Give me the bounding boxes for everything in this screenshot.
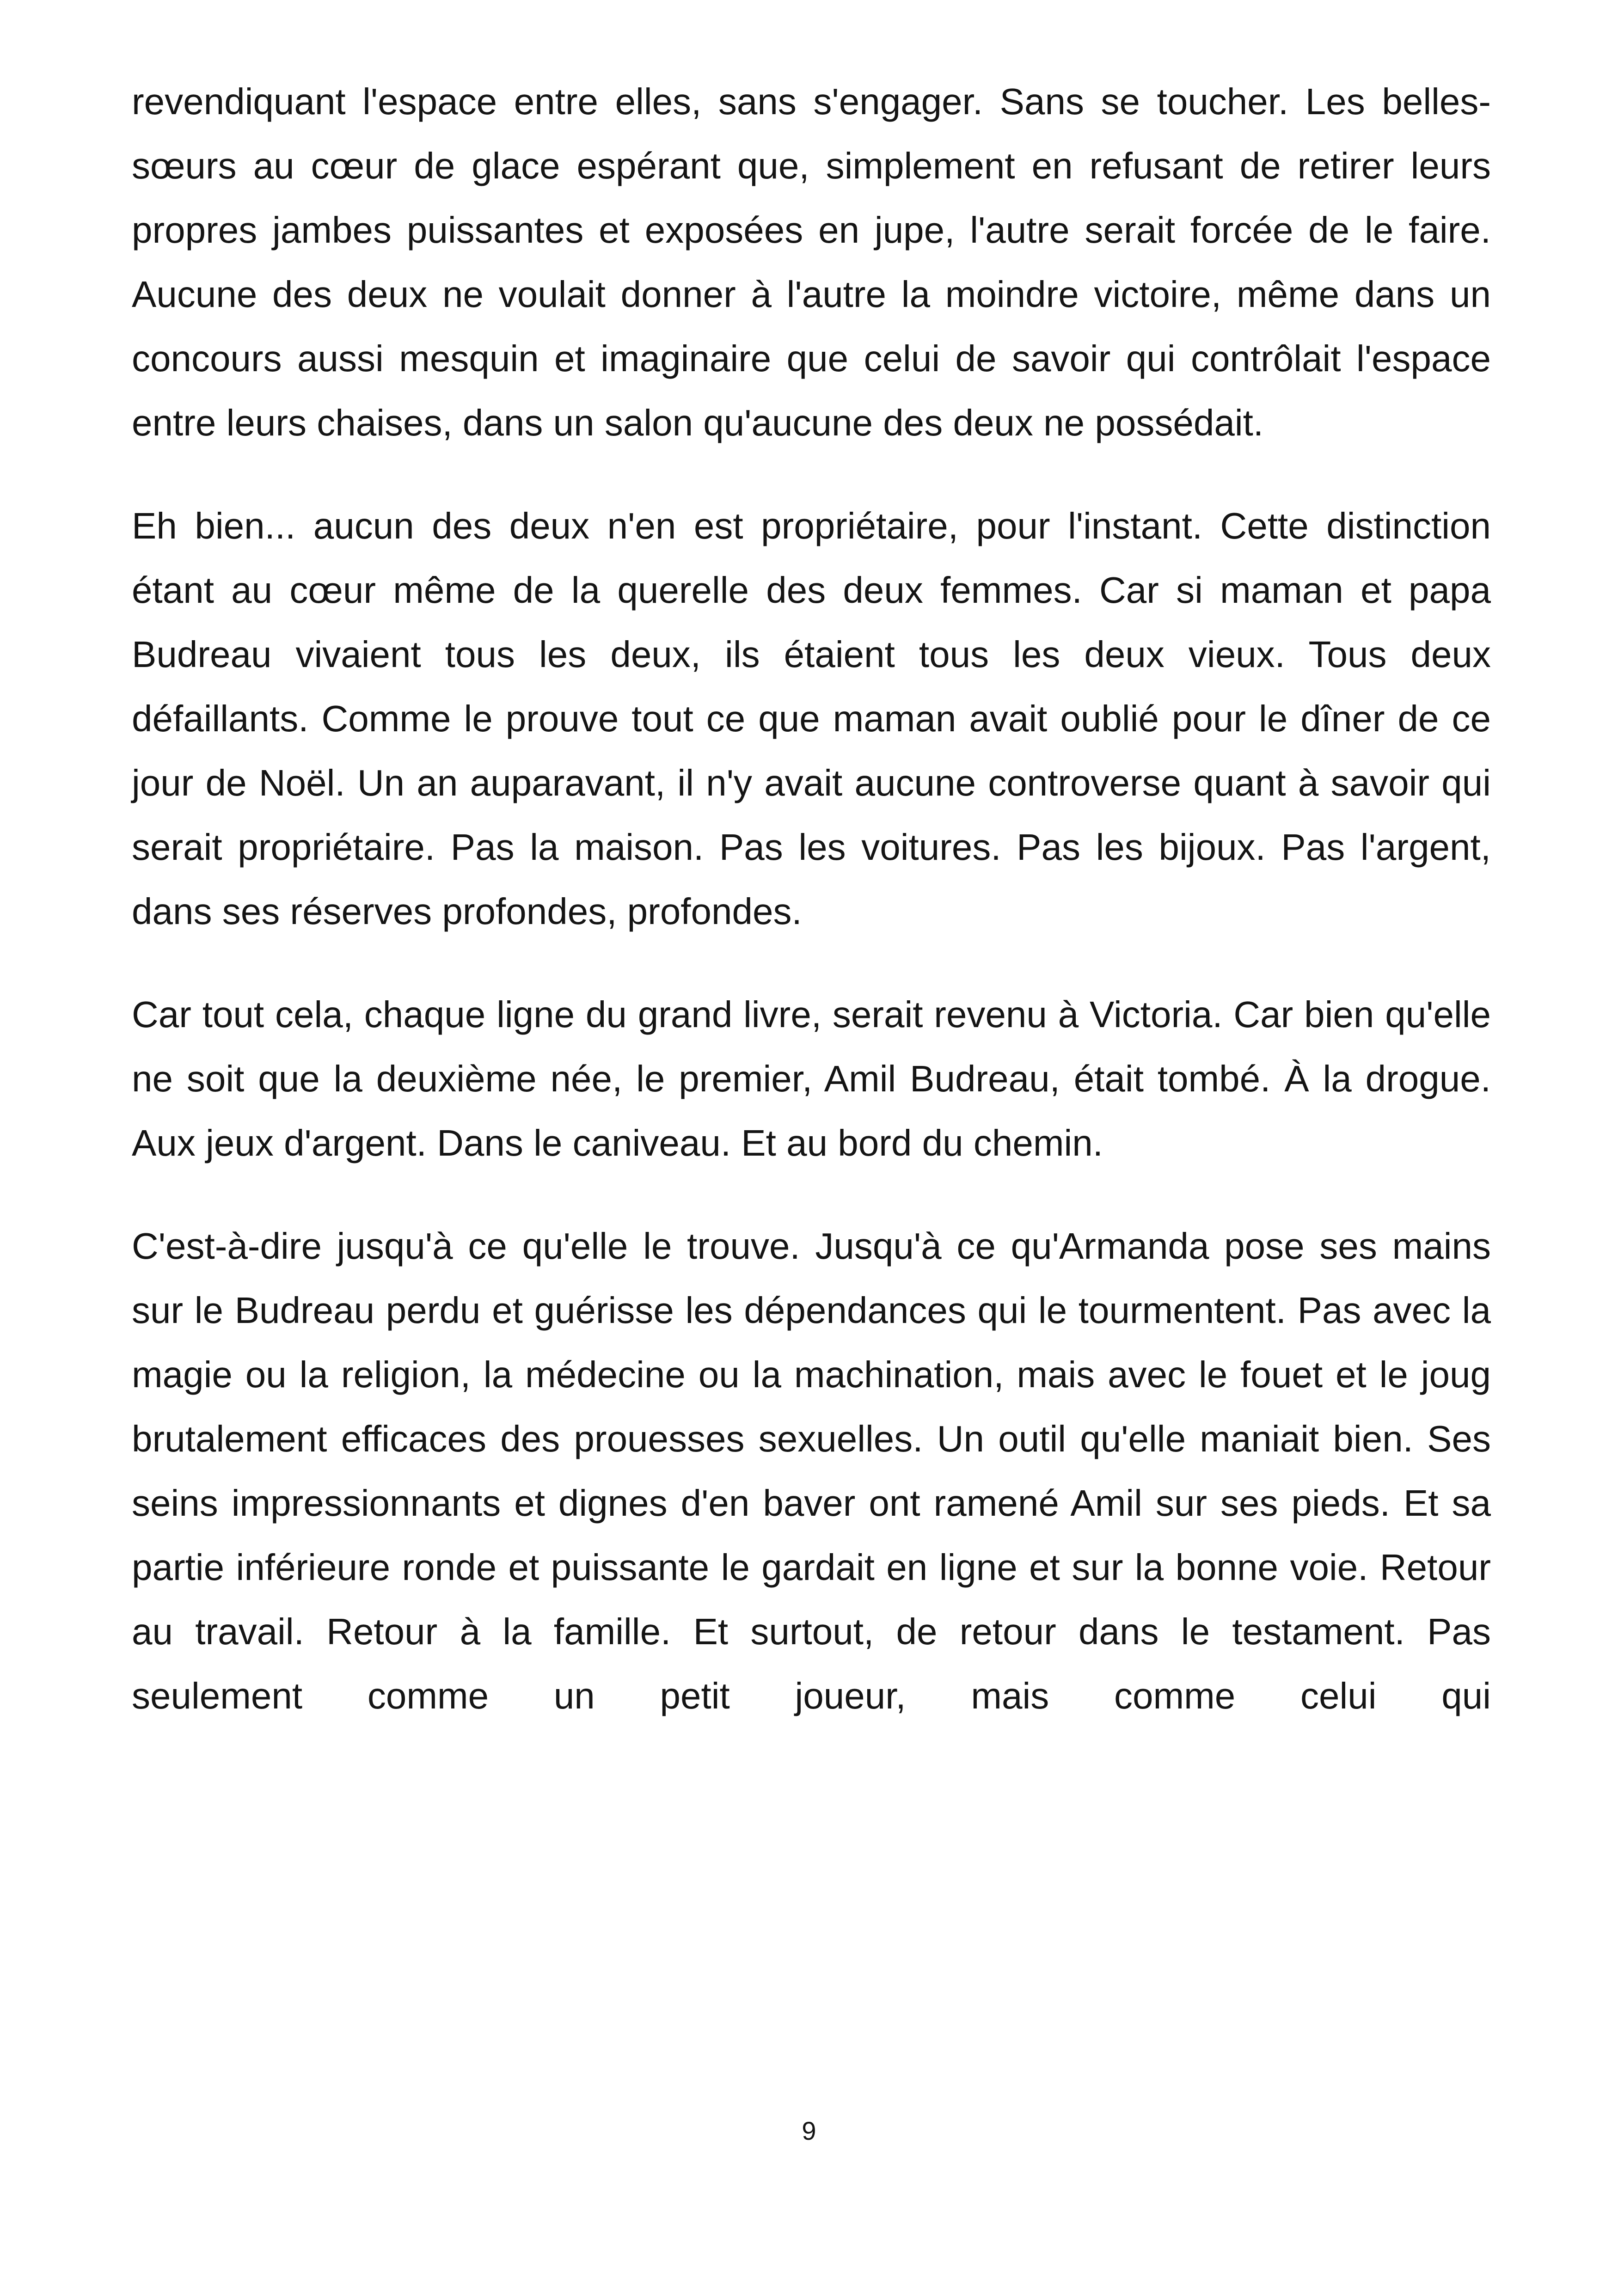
paragraph-3: Car tout cela, chaque ligne du grand livre, serait revenu à Victoria. Car bien qu'elle ne soit que la deuxième née, le premier, Amil Budreau, était tombé. À la drogue. Aux jeux d'argent. Dans le caniveau. Et au bord du chemin. [132, 994, 1491, 1163]
body-text [132, 69, 1491, 1728]
paragraph-1: revendiquant l'espace entre elles, sans s'engager. Sans se toucher. Les belles-sœurs au cœur de glace espérant que, simplement en refusant de retirer leurs propres jambes puissantes et exposées en jupe, l'autre serait forcée de le faire. Aucune des deux ne voulait donner à l'autre la moindre victoire, même dans un concours aussi mesquin et imaginaire que celui de savoir qui contrôlait l'espace entre leurs chaises, dans un salon qu'aucune des deux ne possédait. [132, 81, 1491, 443]
paragraph-4: C'est-à-dire jusqu'à ce qu'elle le trouve. Jusqu'à ce qu'Armanda pose ses mains sur le Budreau perdu et guérisse les dépendances qui le tourmentent. Pas avec la magie ou la religion, la médecine ou la machination, mais avec le fouet et le joug brutalement efficaces des prouesses sexuelles. Un outil qu'elle maniait bien. Ses seins impressionnants et dignes d'en baver ont ramené Amil sur ses pieds. Et sa partie inférieure ronde et puissante le gardait en ligne et sur la bonne voie. Retour au travail. Retour à la famille. Et surtout, de retour dans le testament. Pas seulement comme un petit joueur, mais comme celui qui [132, 1225, 1491, 1716]
page-number: 9 [802, 2116, 816, 2145]
paragraph-2: Eh bien... aucun des deux n'en est propriétaire, pour l'instant. Cette distinction étant au cœur même de la querelle des deux femmes. Car si maman et papa Budreau vivaient tous les deux, ils étaient tous les deux vieux. Tous deux défaillants. Comme le prouve tout ce que maman avait oublié pour le dîner de ce jour de Noël. Un an auparavant, il n'y avait aucune controverse quant à savoir qui serait propriétaire. Pas la maison. Pas les voitures. Pas les bijoux. Pas l'argent, dans ses réserves profondes, profondes. [132, 505, 1491, 932]
